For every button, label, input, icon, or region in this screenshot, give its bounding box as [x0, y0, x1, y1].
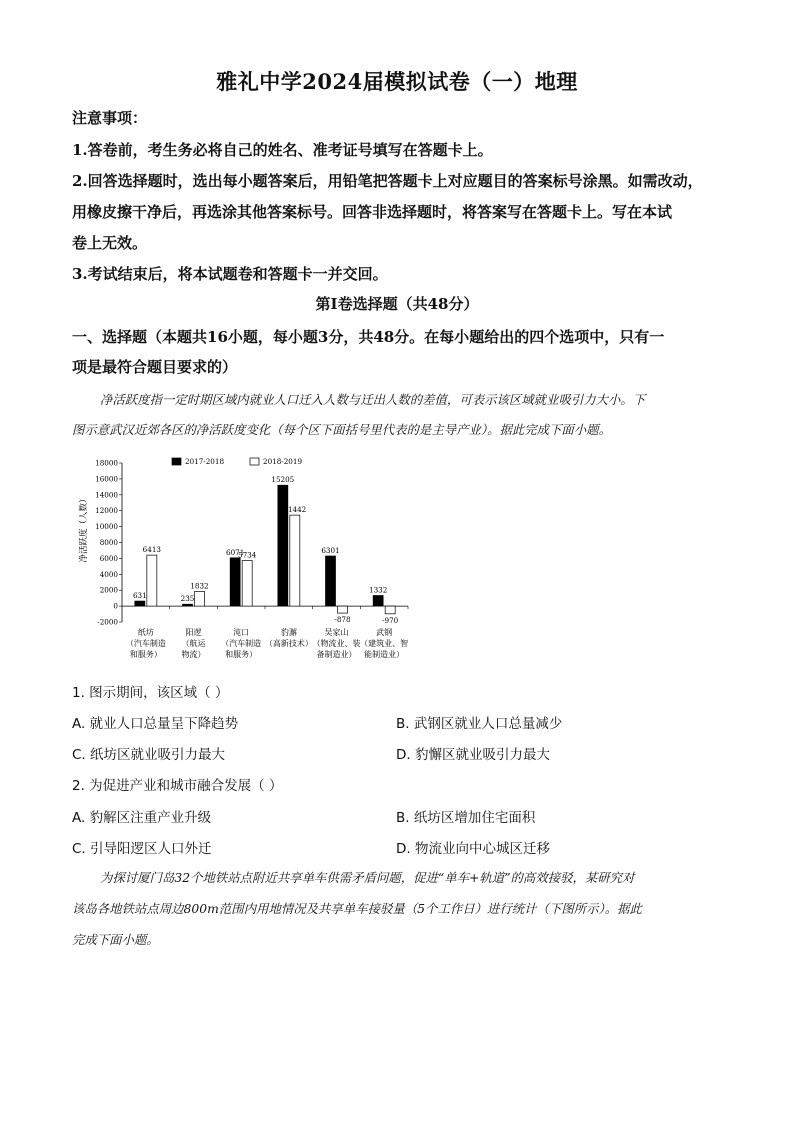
data-label: 631 — [132, 591, 147, 601]
data-label: 1832 — [190, 581, 209, 591]
question-1-option-a[interactable]: A. 就业人口总量呈下降趋势 — [72, 716, 239, 732]
question-1-option-c[interactable]: C. 纸坊区就业吸引力最大 — [72, 747, 226, 763]
y-axis-title: 净活跃度（人数） — [79, 494, 89, 563]
data-label: 5734 — [238, 550, 257, 560]
bar-2018-2019 — [385, 606, 395, 614]
question-2-stem: 2. 为促进产业和城市融合发展（ ） — [72, 778, 283, 794]
notice-item-2-line-3: 卷上无效。 — [72, 234, 148, 252]
notice-heading: 注意事项： — [72, 109, 148, 127]
data-label: 6071 — [226, 547, 245, 557]
legend-label: 2017-2018 — [185, 457, 225, 466]
y-tick-label: 12000 — [95, 506, 118, 516]
x-category-label: 纸坊 — [137, 628, 154, 637]
intro-2-line-3: 完成下面小题。 — [72, 932, 159, 947]
x-category-label: 豹澥 — [280, 628, 297, 637]
data-label: 1332 — [369, 585, 388, 595]
question-2-option-a[interactable]: A. 豹解区注重产业升级 — [72, 810, 212, 826]
data-label: -878 — [334, 615, 351, 625]
question-1-option-d[interactable]: D. 豹懈区就业吸引力最大 — [396, 747, 550, 763]
notice-item-1: 1.答卷前，考生务必将自己的姓名、准考证号填写在答题卡上。 — [72, 141, 493, 159]
bar-2017-2018 — [183, 604, 193, 606]
y-tick-label: 10000 — [95, 522, 118, 532]
x-category-label: 沌口 — [233, 628, 250, 637]
question-2-option-d[interactable]: D. 物流业向中心城区迁移 — [396, 841, 550, 857]
part-instruction-line-1: 一、选择题（本题共16小题，每小题3分，共48分。在每小题给出的四个选项中，只有一 — [72, 328, 665, 346]
x-category-label: （物流业、装 — [312, 639, 361, 648]
y-tick-label: 16000 — [95, 474, 118, 484]
y-tick-label: 6000 — [99, 553, 118, 563]
x-category-label: 和服务） — [225, 650, 258, 659]
bar-2018-2019 — [147, 555, 157, 606]
x-category-label: 吴家山 — [324, 628, 349, 637]
page-title: 雅礼中学2024届模拟试卷（一）地理 — [216, 69, 578, 94]
net-activity-bar-chart — [72, 452, 412, 674]
y-tick-label: 14000 — [95, 490, 118, 500]
bar-2017-2018 — [135, 601, 145, 606]
bar-2017-2018 — [230, 558, 240, 606]
legend-swatch — [250, 458, 259, 465]
intro-1-line-1: 净活跃度指一定时期区域内就业人口迁入人数与迁出人数的差值，可表示该区域就业吸引力大小。下 — [100, 392, 646, 407]
x-category-label: （汽车制造 — [125, 639, 166, 648]
legend-swatch — [172, 458, 181, 465]
data-label: 6301 — [321, 546, 340, 556]
data-label: 235 — [180, 594, 195, 604]
notice-item-2-line-2: 用橡皮擦干净后，再选涂其他答案标号。回答非选择题时，将答案写在答题卡上。写在本试 — [72, 203, 673, 221]
bar-2018-2019 — [338, 606, 348, 613]
question-2-option-c[interactable]: C. 引导阳逻区人口外迁 — [72, 841, 212, 857]
data-label: 6413 — [142, 545, 161, 555]
data-label: 15205 — [271, 475, 295, 485]
y-tick-label: -2000 — [97, 617, 118, 627]
intro-2-line-2: 该岛各地铁站点周边800m范围内用地情况及共享单车接驳量（5个工作日）进行统计（下图所示）。据此 — [72, 901, 642, 916]
legend-label: 2018-2019 — [263, 457, 303, 466]
question-1-stem: 1. 图示期间，该区域（ ） — [72, 685, 229, 701]
x-category-label: 阳逻 — [185, 628, 202, 637]
data-label: -970 — [382, 615, 399, 625]
y-tick-label: 0 — [113, 601, 118, 611]
y-tick-label: 2000 — [99, 585, 118, 595]
y-tick-label: 4000 — [99, 569, 118, 579]
x-category-label: （建筑业、智 — [360, 639, 409, 648]
bar-2017-2018 — [326, 556, 336, 606]
x-category-label: （汽车制造 — [221, 639, 262, 648]
x-category-label: 武钢 — [376, 628, 393, 637]
bar-2018-2019 — [242, 561, 252, 607]
bar-2017-2018 — [373, 596, 383, 607]
question-1-option-b[interactable]: B. 武钢区就业人口总量减少 — [396, 716, 563, 732]
notice-item-3: 3.考试结束后，将本试题卷和答题卡一并交回。 — [72, 265, 388, 283]
question-2-option-b[interactable]: B. 纸坊区增加住宅面积 — [396, 810, 536, 826]
x-category-label: 备制造业） — [316, 650, 357, 659]
intro-1-line-2: 图示意武汉近郊各区的净活跃度变化（每个区下面括号里代表的是主导产业）。据此完成下面小题。 — [72, 422, 611, 437]
section-title: 第I卷选择题（共48分） — [315, 295, 479, 313]
part-instruction-line-2: 项是最符合题目要求的） — [72, 358, 238, 376]
x-category-label: 和服务） — [129, 650, 162, 659]
x-category-label: （航运 — [181, 639, 206, 648]
data-label: 11442 — [283, 505, 307, 515]
x-category-label: 物流） — [181, 650, 206, 659]
bar-2018-2019 — [195, 592, 205, 607]
intro-2-line-1: 为探讨厦门岛32个地铁站点附近共享单车供需矛盾问题，促进“单车+轨道”的高效接驳，某研究对 — [100, 870, 635, 885]
notice-item-2-line-1: 2.回答选择题时，选出每小题答案后，用铅笔把答题卡上对应题目的答案标号涂黑。如需改动， — [72, 172, 703, 190]
y-tick-label: 18000 — [95, 458, 118, 468]
bar-2018-2019 — [290, 515, 300, 606]
bar-2017-2018 — [278, 485, 288, 606]
x-category-label: （高新技术） — [264, 639, 313, 648]
x-category-label: 能制造业） — [364, 650, 405, 659]
y-tick-label: 8000 — [99, 538, 118, 547]
